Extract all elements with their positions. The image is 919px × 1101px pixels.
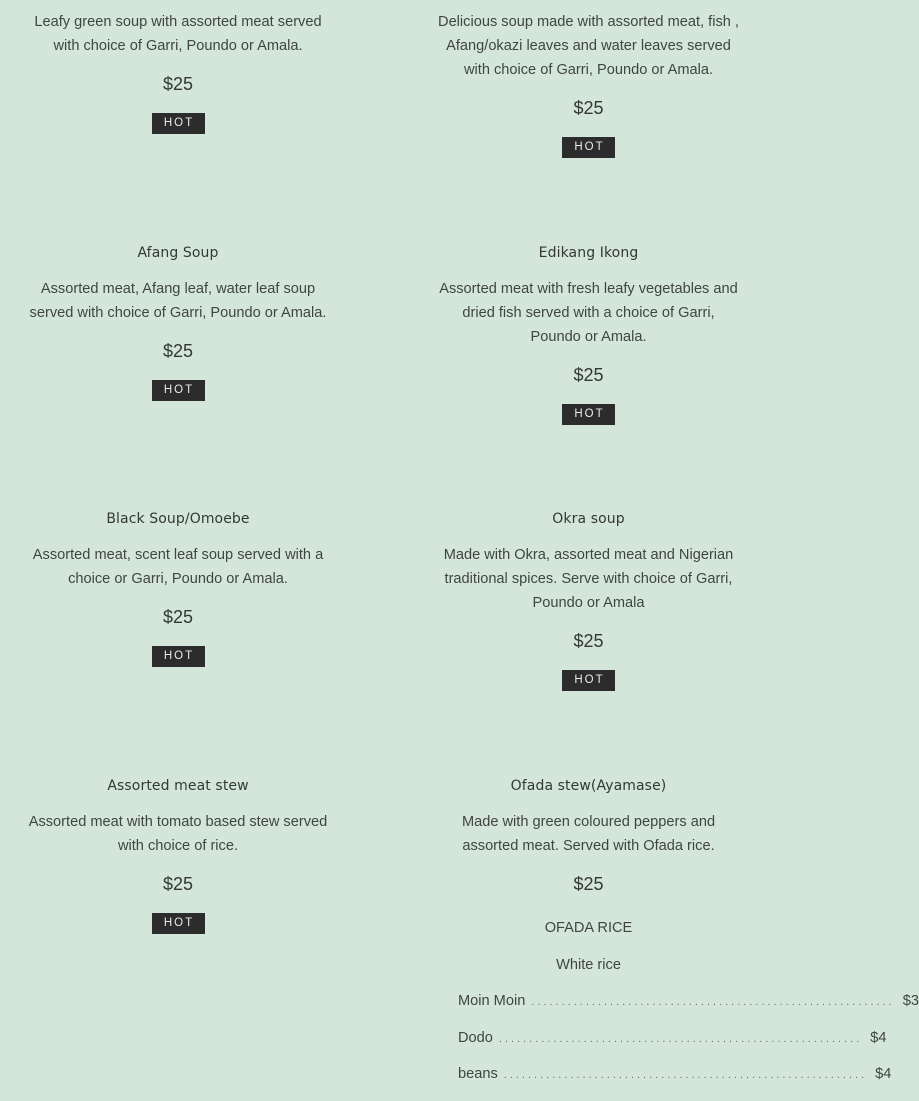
menu-item-price: $25 bbox=[162, 341, 194, 361]
menu-item bbox=[433, 509, 744, 691]
hot-badge: HOT bbox=[152, 380, 205, 401]
dotted-leader: ............................................................ bbox=[503, 1069, 868, 1081]
side-item bbox=[458, 1028, 887, 1065]
side-item bbox=[458, 991, 919, 1028]
menu-item bbox=[433, 776, 919, 1101]
side-item-name: beans bbox=[458, 1066, 498, 1082]
menu-item-price: $25 bbox=[573, 874, 604, 894]
menu-item-name: Okra soup bbox=[552, 511, 625, 527]
hot-badge: HOT bbox=[562, 404, 615, 425]
menu-item-description: Assorted meat with fresh leafy vegetables and dried fish served with a choice of Garri, Poundo or Amala. bbox=[439, 281, 738, 345]
dotted-leader: ............................................................ bbox=[498, 1032, 863, 1045]
side-items-list bbox=[458, 991, 919, 1101]
hot-badge: HOT bbox=[562, 137, 615, 158]
side-item bbox=[458, 1064, 892, 1101]
side-item-name: Moin Moin bbox=[458, 993, 526, 1009]
hot-badge: HOT bbox=[562, 670, 615, 691]
ofada-rice-title: OFADA RICE bbox=[544, 920, 633, 936]
menu-item-price: $25 bbox=[573, 631, 604, 651]
menu-item bbox=[25, 776, 331, 934]
hot-badge: HOT bbox=[152, 113, 205, 134]
menu-item bbox=[433, 243, 744, 425]
menu-item bbox=[25, 10, 331, 134]
menu-item-price: $25 bbox=[573, 365, 604, 385]
menu-item-name: Edikang Ikong bbox=[538, 245, 639, 261]
menu-item-price: $25 bbox=[162, 74, 194, 94]
menu-item bbox=[433, 10, 744, 158]
menu-item-name: Ofada stew(Ayamase) bbox=[510, 778, 667, 794]
ofada-rice-subtitle: White rice bbox=[556, 957, 621, 973]
menu-item bbox=[25, 509, 331, 667]
menu-item bbox=[25, 243, 331, 401]
menu-item-price: $25 bbox=[162, 607, 194, 627]
menu-item-name: Afang Soup bbox=[137, 245, 219, 261]
menu-item-description: Delicious soup made with assorted meat, fish , Afang/okazi leaves and water leaves served with choice of Garri, Poundo or Amala. bbox=[438, 14, 739, 78]
menu-item-price: $25 bbox=[162, 874, 194, 894]
side-item-name: Dodo bbox=[458, 1029, 493, 1046]
side-item-price: $4 bbox=[875, 1066, 892, 1082]
menu-item-name: Assorted meat stew bbox=[107, 778, 249, 794]
menu-item-description: Assorted meat, Afang leaf, water leaf soup served with choice of Garri, Poundo or Amala. bbox=[29, 281, 327, 321]
hot-badge: HOT bbox=[152, 646, 205, 667]
menu-item-description: Assorted meat, scent leaf soup served with a choice or Garri, Poundo or Amala. bbox=[32, 547, 324, 587]
menu-item-description: Made with Okra, assorted meat and Nigerian traditional spices. Serve with choice of Garri, Poundo or Amala bbox=[443, 547, 734, 611]
side-item-price: $3 bbox=[902, 993, 919, 1009]
menu-item-price: $25 bbox=[573, 98, 604, 118]
menu-item-description: Made with green coloured peppers and assorted meat. Served with Ofada rice. bbox=[461, 814, 716, 854]
dotted-leader: ............................................................ bbox=[531, 996, 895, 1008]
hot-badge: HOT bbox=[152, 913, 205, 934]
menu-item-name: Black Soup/Omoebe bbox=[106, 511, 250, 527]
menu-item-description: Leafy green soup with assorted meat served with choice of Garri, Poundo or Amala. bbox=[34, 14, 322, 54]
menu-item-description: Assorted meat with tomato based stew served with choice of rice. bbox=[28, 814, 328, 854]
side-item-price: $4 bbox=[870, 1029, 887, 1046]
